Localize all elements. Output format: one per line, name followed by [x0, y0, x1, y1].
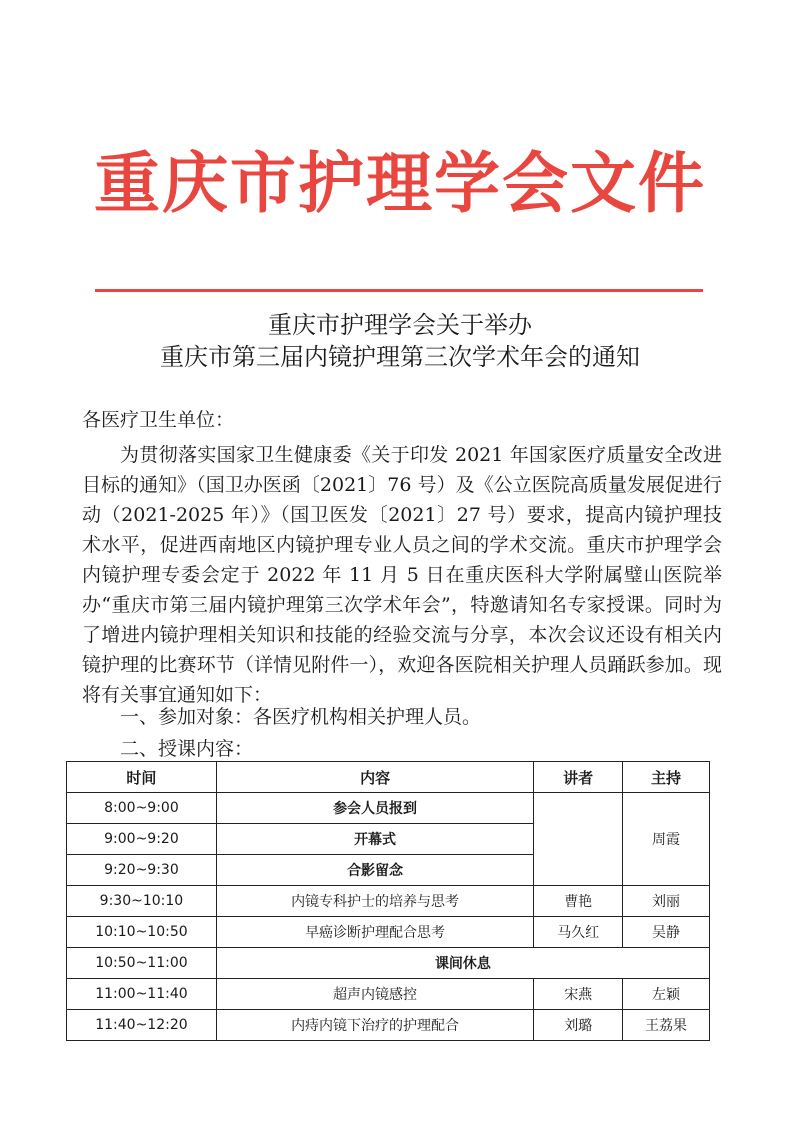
table-row [67, 886, 710, 917]
cell-content: 开幕式 [216, 824, 533, 855]
schedule-table [66, 761, 710, 1041]
cell-content: 内镜专科护士的培养与思考 [216, 886, 533, 917]
cell-speaker: 宋燕 [534, 979, 623, 1010]
cell-content: 超声内镜感控 [216, 979, 533, 1010]
cell-content: 内痔内镜下治疗的护理配合 [216, 1010, 533, 1041]
cell-time: 9:20~9:30 [67, 855, 217, 886]
cell-content: 早癌诊断护理配合思考 [216, 917, 533, 948]
table-row [67, 948, 710, 979]
header-host: 主持 [623, 762, 710, 793]
cell-content: 课间休息 [216, 948, 709, 979]
table-header-row [67, 762, 710, 793]
red-divider [95, 289, 703, 292]
cell-time: 9:00~9:20 [67, 824, 217, 855]
section-participants: 一、参加对象：各医疗机构相关护理人员。 [120, 706, 482, 728]
cell-host: 左颖 [623, 979, 710, 1010]
cell-speaker-empty [534, 793, 623, 886]
cell-host: 周霞 [623, 793, 710, 886]
cell-host: 刘丽 [623, 886, 710, 917]
header-speaker: 讲者 [534, 762, 623, 793]
cell-time: 10:50~11:00 [67, 948, 217, 979]
cell-host: 吴静 [623, 917, 710, 948]
cell-time: 11:40~12:20 [67, 1010, 217, 1041]
header-content: 内容 [216, 762, 533, 793]
cell-speaker: 马久红 [534, 917, 623, 948]
cell-content: 合影留念 [216, 855, 533, 886]
cell-speaker: 刘璐 [534, 1010, 623, 1041]
cell-speaker: 曹艳 [534, 886, 623, 917]
notice-body: 为贯彻落实国家卫生健康委《关于印发 2021 年国家医疗质量安全改进目标的通知》（国卫办医函〔2021〕76 号）及《公立医院高质量发展促进行动（2021-2025 年）》（国卫医发〔2021〕27 号）要求，提高内镜护理技术水平，促进西南地区内镜护理专业人员之间的学术交流。重庆市护理学会内镜护理专委会定于 2022 年 11 月 5 日在重庆医科大学附属璧山医院举办“重庆市第三届内镜护理第三次学术年会”，特邀请知名专家授课。同时为了增进内镜护理相关知识和技能的经验交流与分享，本次会议还设有相关内镜护理的比赛环节（详情见附件一），欢迎各医院相关护理人员踊跃参加。现将有关事宜通知如下： [82, 444, 722, 706]
salutation: 各医疗卫生单位： [82, 409, 235, 431]
table-row [67, 917, 710, 948]
header-time: 时间 [67, 762, 217, 793]
cell-host: 王荔果 [623, 1010, 710, 1041]
cell-time: 10:10~10:50 [67, 917, 217, 948]
cell-time: 9:30~10:10 [67, 886, 217, 917]
table-row [67, 1010, 710, 1041]
cell-time: 11:00~11:40 [67, 979, 217, 1010]
table-row [67, 979, 710, 1010]
section-course-content: 二、授课内容： [120, 738, 254, 760]
cell-time: 8:00~9:00 [67, 793, 217, 824]
cell-content: 参会人员报到 [216, 793, 533, 824]
red-header-title: 重庆市护理学会文件 [94, 144, 706, 222]
notice-title-line2: 重庆市第三届内镜护理第三次学术年会的通知 [160, 343, 640, 371]
table-row [67, 793, 710, 824]
notice-title-line1: 重庆市护理学会关于举办 [268, 311, 532, 339]
